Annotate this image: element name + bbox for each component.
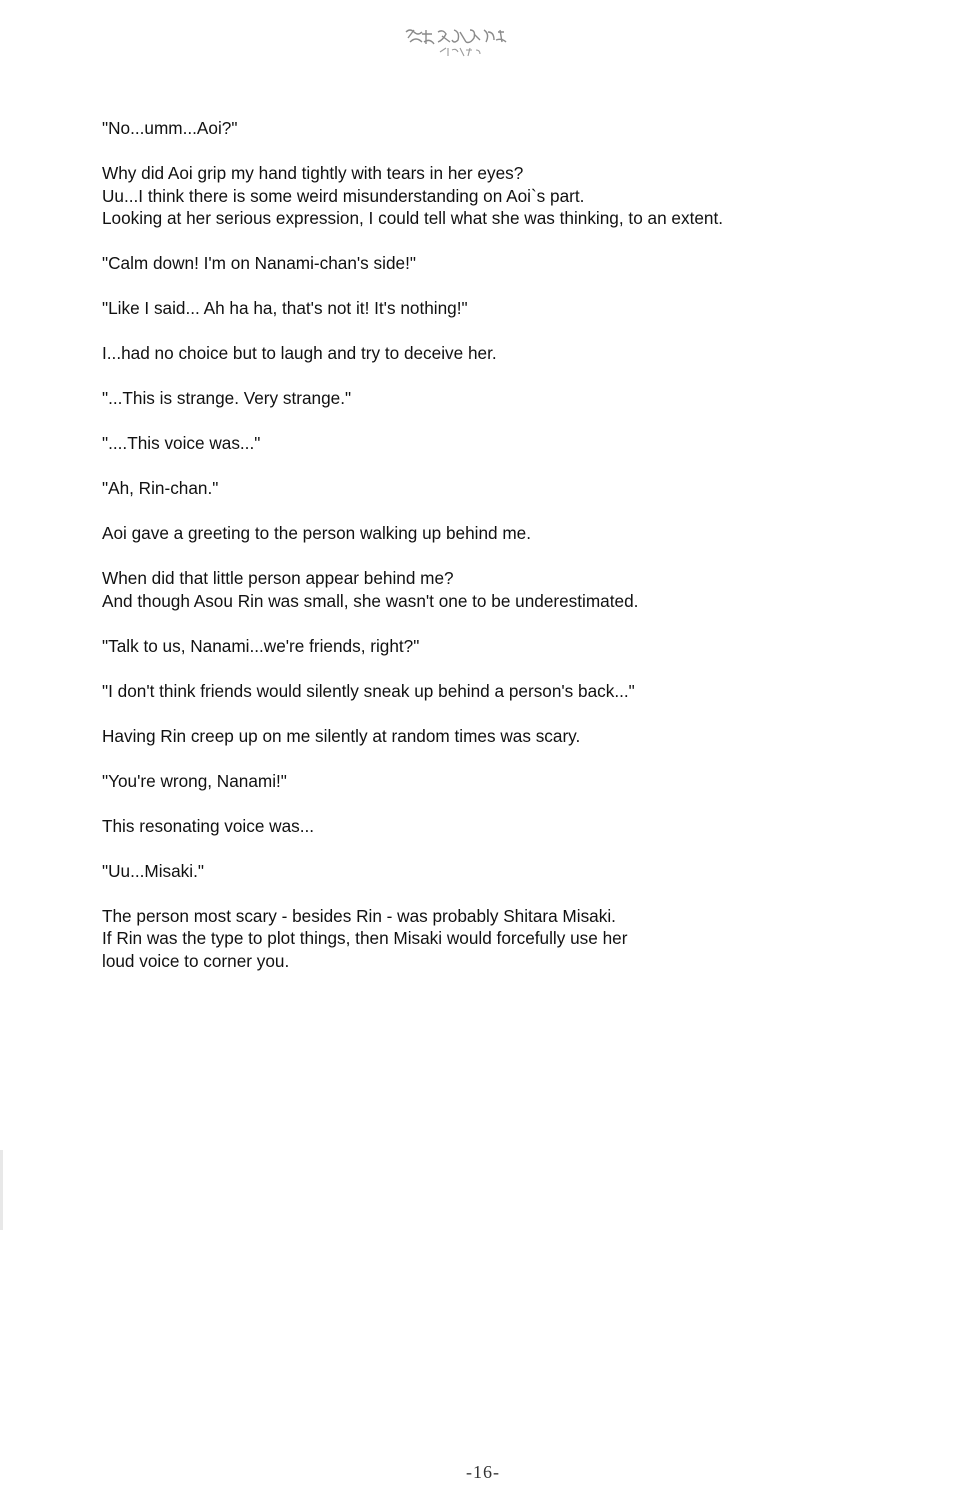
logo-graphic (400, 24, 510, 60)
story-line: Having Rin creep up on me silently at random times was scary. (102, 725, 581, 746)
story-paragraph (102, 387, 902, 410)
story-line: "...This is strange. Very strange." (102, 388, 352, 408)
story-line: "Ah, Rin-chan." (102, 478, 219, 498)
story-paragraph (102, 117, 902, 140)
story-paragraph (102, 477, 902, 500)
story-paragraph (102, 680, 902, 703)
story-line: This resonating voice was... (102, 815, 315, 836)
story-paragraph (102, 635, 902, 658)
story-paragraph (102, 522, 902, 545)
story-line: loud voice to corner you. (102, 950, 290, 971)
story-line: "No...umm...Aoi?" (102, 118, 238, 138)
story-line: "Talk to us, Nanami...we're friends, right?" (102, 635, 420, 656)
story-paragraph (102, 770, 902, 793)
story-line: "Calm down! I'm on Nanami-chan's side!" (102, 253, 416, 273)
story-line: If Rin was the type to plot things, then Misaki would forcefully use her (102, 928, 628, 948)
story-line: "Uu...Misaki." (102, 860, 204, 881)
story-line: Uu...I think there is some weird misunderstanding on Aoi`s part. (102, 185, 585, 206)
story-line: Why did Aoi grip my hand tightly with tears in her eyes? (102, 163, 524, 183)
story-line: Looking at her serious expression, I could tell what she was thinking, to an extent. (102, 208, 724, 228)
story-paragraph (102, 297, 902, 320)
story-paragraph (102, 567, 902, 612)
story-line: "....This voice was..." (102, 433, 261, 453)
story-line: Aoi gave a greeting to the person walking up behind me. (102, 523, 532, 543)
story-paragraph (102, 252, 902, 275)
story-line: "You're wrong, Nanami!" (102, 770, 287, 791)
header-logo (400, 24, 510, 60)
scan-edge-mark (0, 1150, 3, 1230)
story-line: When did that little person appear behind me? (102, 568, 454, 588)
story-paragraph (102, 432, 902, 455)
story-line: The person most scary - besides Rin - was probably Shitara Misaki. (102, 905, 616, 926)
story-line: I...had no choice but to laugh and try to deceive her. (102, 343, 497, 363)
story-line: "Like I said... Ah ha ha, that's not it! It's nothing!" (102, 298, 468, 318)
story-paragraph (102, 342, 902, 365)
story-line: And though Asou Rin was small, she wasn't one to be underestimated. (102, 590, 639, 611)
story-line: "I don't think friends would silently sneak up behind a person's back..." (102, 680, 635, 701)
story-paragraph (102, 815, 902, 838)
page-number: -16- (466, 1462, 500, 1482)
story-paragraph (102, 860, 902, 883)
story-text (102, 117, 902, 995)
story-paragraph (102, 725, 902, 748)
story-paragraph (102, 162, 902, 230)
story-paragraph (102, 905, 902, 973)
